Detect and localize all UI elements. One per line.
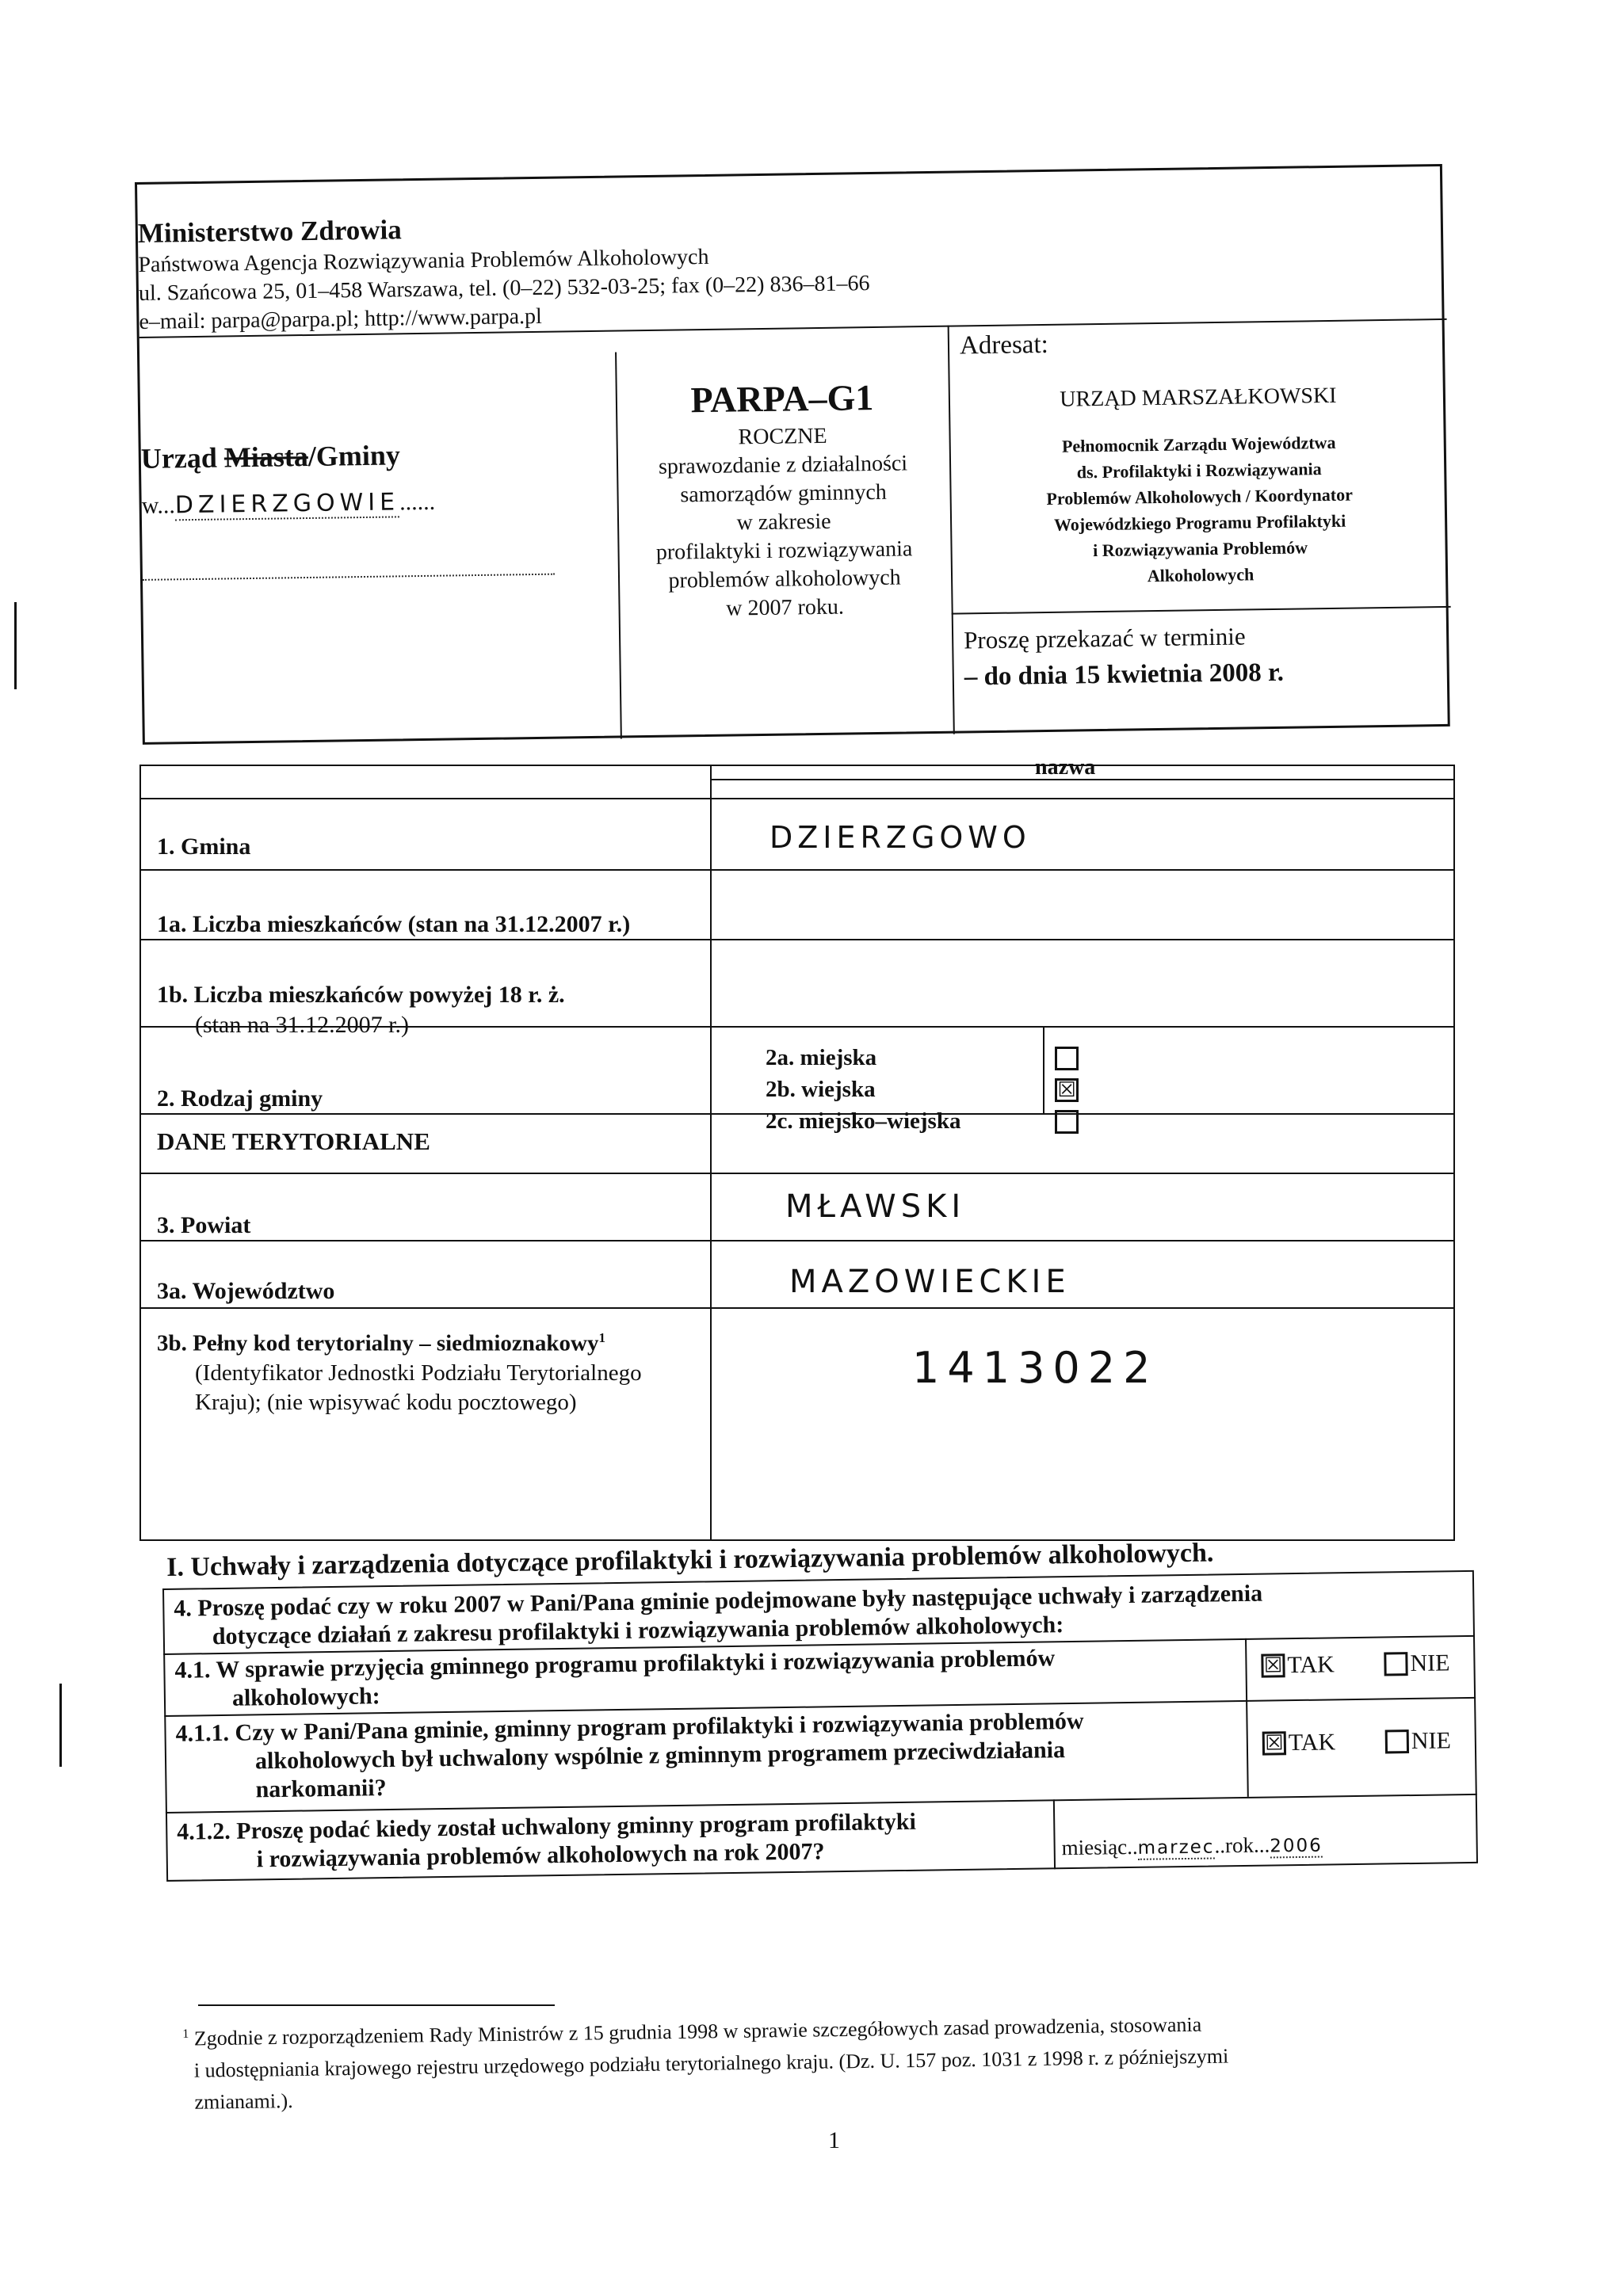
q412-text: 4.1.2. Proszę podać kiedy został uchwalony gminny program profilaktyki i rozwiązywania problemów alkoholowych na rok 2007?	[177, 1808, 917, 1873]
type-b-checkbox[interactable]: ☒	[1055, 1078, 1079, 1102]
q41-text: 4.1. W sprawie przyjęcia gminnego programu profilaktyki i rozwiązywania problemów alkoholowych:	[174, 1645, 1056, 1711]
deadline-text-2: – do dnia 15 kwietnia 2008 r.	[964, 658, 1285, 692]
addressee-label: Adresat:	[959, 330, 1049, 360]
addressee-office: URZĄD MARSZAŁKOWSKI	[1060, 383, 1337, 412]
office-location: w...DZIERZGOWIE......	[141, 488, 436, 520]
page-number: 1	[828, 2127, 840, 2153]
table-col-header: nazwa	[1035, 755, 1096, 780]
q412-year-value[interactable]: 2006	[1270, 1835, 1323, 1857]
type-label: 2. Rodzaj gminy	[157, 1085, 323, 1112]
q411-yes-checkbox[interactable]: ☒	[1262, 1731, 1286, 1755]
q412-answer: miesiąc..marzec..rok...2006	[1061, 1833, 1323, 1860]
deadline-text-1: Proszę przekazać w terminie	[963, 622, 1246, 654]
footnote: $^1$ Zgodnie z rozporządzeniem Rady Ministrów z 15 grudnia 1998 w sprawie szczegółowych zasad prowadzenia, stosowania i udostępniania krajowego rejestru urzędowego podziału terytorialnego kraju. (Dz. U. 157 poz. 1031 z 1998 r. z późniejszymi zmianami.).	[182, 2012, 1229, 2114]
q41-no-label: NIE	[1410, 1650, 1450, 1677]
code-value[interactable]: 1413022	[912, 1343, 1159, 1393]
adults-label: 1b. Liczba mieszkańców powyżej 18 r. ż. (stan na 31.12.2007 r.)	[157, 982, 565, 1038]
scan-mark-left-1	[14, 602, 17, 689]
woj-value[interactable]: MAZOWIECKIE	[789, 1264, 1071, 1300]
q411-no-checkbox[interactable]	[1385, 1730, 1409, 1753]
residents-label: 1a. Liczba mieszkańców (stan na 31.12.2007 r.)	[157, 911, 631, 937]
type-a-checkbox[interactable]	[1055, 1047, 1079, 1070]
office-extra-line	[143, 574, 555, 581]
form-code: PARPA–G1	[690, 377, 874, 421]
scan-mark-left-2	[59, 1684, 62, 1767]
territorial-heading: DANE TERYTORIALNE	[157, 1127, 430, 1155]
addressee-details: Pełnomocnik Zarządu Województwa ds. Profilaktyki i Rozwiązywania Problemów Alkoholowych / Koordynator Wojewódzkiego Programu Profilaktyki i Rozwiązywania Problemów Alkoholowych	[1046, 432, 1354, 586]
agency-address: ul. Szańcowa 25, 01–458 Warszawa, tel. (0–22) 532-03-25; fax (0–22) 836–81–66	[138, 271, 870, 306]
code-label: 3b. Pełny kod terytorialny – siedmioznakowy$^1$ (Identyfikator Jednostki Podziału Terytorialnego Kraju); (nie wpisywać kodu pocztowego)	[157, 1330, 642, 1415]
q411-no-label: NIE	[1411, 1727, 1452, 1755]
powiat-label: 3. Powiat	[157, 1212, 251, 1238]
q4-text: 4. Proszę podać czy w roku 2007 w Pani/Pana gminie podejmowane były następujące uchwały i zarządzenia dotyczące działań z zakresu profilaktyki i rozwiązywania problemów alkoholowych:	[174, 1580, 1263, 1650]
office-location-value: DZIERZGOWIE	[174, 488, 400, 520]
q41-yes-checkbox[interactable]: ☒	[1261, 1653, 1285, 1677]
section1-table	[162, 1570, 1478, 1882]
type-c-checkbox[interactable]	[1055, 1110, 1079, 1134]
gmina-table	[139, 741, 1455, 1545]
agency-contact: e–mail: parpa@parpa.pl; http://www.parpa.pl	[139, 303, 543, 334]
form-subtitle: ROCZNE sprawozdanie z działalności samorządów gminnych w zakresie profilaktyki i rozwiązywania problemów alkoholowych w 2007 roku.	[655, 423, 913, 621]
woj-label: 3a. Województwo	[157, 1278, 335, 1304]
gmina-value[interactable]: DZIERZGOWO	[769, 820, 1031, 855]
header-frame	[135, 164, 1450, 745]
section1-heading: I. Uchwały i zarządzenia dotyczące profilaktyki i rozwiązywania problemów alkoholowych.	[166, 1538, 1214, 1582]
ministry-name: Ministerstwo Zdrowia	[137, 214, 402, 249]
office-struck-word: Miasta	[223, 440, 309, 474]
q41-no-checkbox[interactable]	[1384, 1652, 1407, 1676]
agency-name: Państwowa Agencja Rozwiązywania Problemów Alkoholowych	[138, 244, 709, 277]
q411-text: 4.1.1. Czy w Pani/Pana gminie, gminny program profilaktyki i rozwiązywania problemów alkoholowych był uchwalony wspólnie z gminnym programem przeciwdziałania narkomanii?	[175, 1707, 1084, 1803]
q412-month-value[interactable]: marzec	[1137, 1836, 1215, 1859]
office-label: Urząd Miasta/Gminy	[140, 439, 401, 475]
gmina-label: 1. Gmina	[157, 833, 251, 860]
powiat-value[interactable]: MŁAWSKI	[785, 1188, 966, 1225]
q41-yes-label: TAK	[1287, 1651, 1335, 1679]
type-options: 2a. miejska 2b. wiejska 2c. miejsko–wiejska	[766, 1045, 961, 1134]
footnote-divider	[198, 2004, 555, 2006]
q411-yes-label: TAK	[1288, 1729, 1336, 1756]
